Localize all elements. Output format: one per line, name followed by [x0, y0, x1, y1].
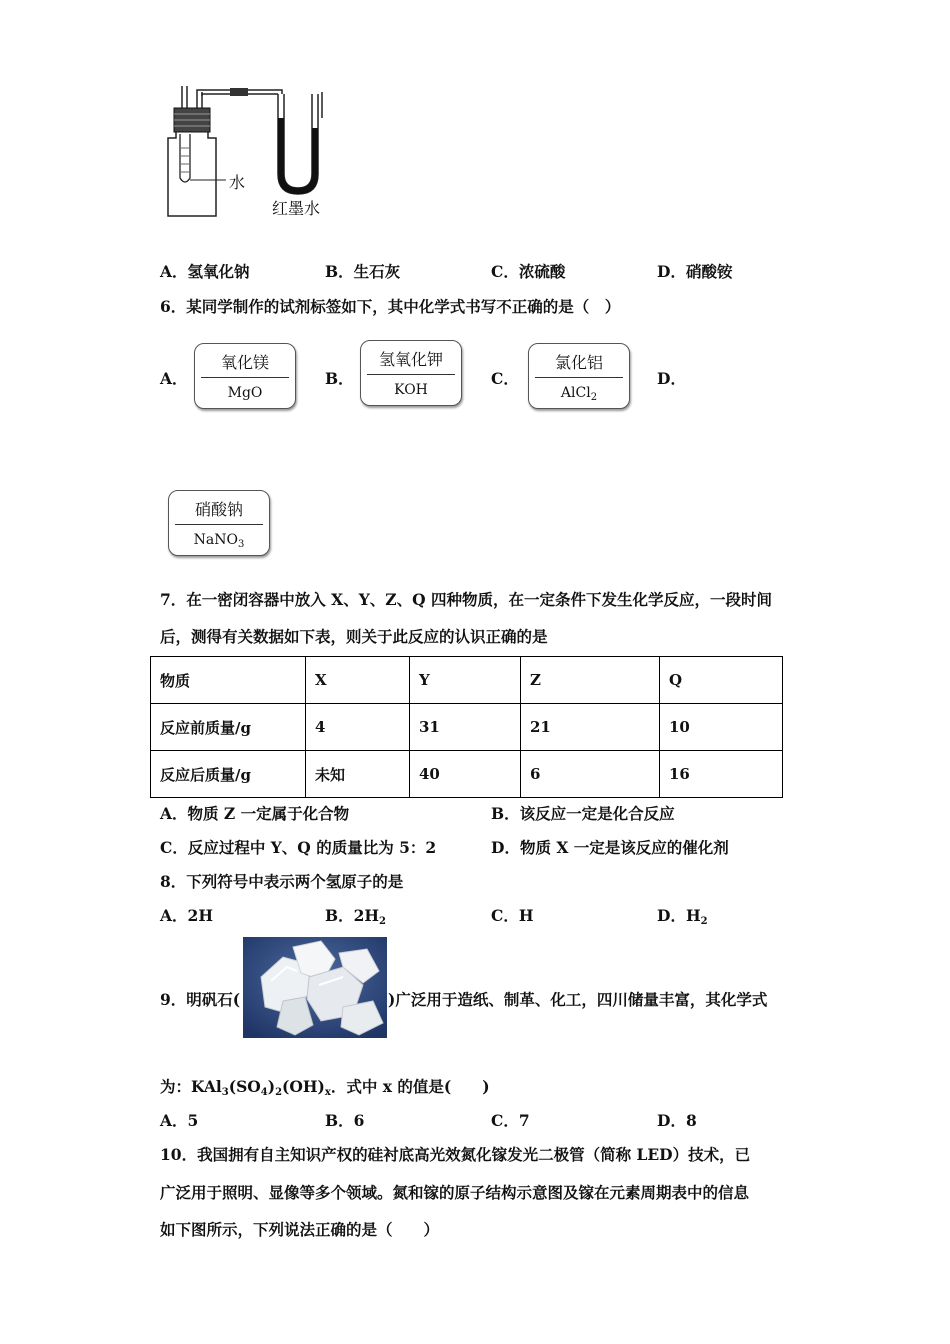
- option-text: 氢氧化钠: [187, 262, 250, 281]
- label-name: 硝酸钠: [194, 500, 243, 519]
- label-formula: KOH: [394, 382, 428, 398]
- label-divider: [535, 377, 623, 378]
- q6-label-card-c: [528, 343, 630, 409]
- q5-option-d[interactable]: [657, 260, 732, 282]
- label-formula: NaNO$_3$: [193, 532, 245, 550]
- q6-label-card-a: [194, 343, 296, 409]
- option-text: 生石灰: [353, 262, 401, 281]
- alum-crystals-image: [243, 937, 387, 1038]
- q7-option-b[interactable]: [491, 802, 675, 824]
- q7-stem-line1: 7．在一密闭容器中放入 X、Y、Z、Q 四种物质，在一定条件下发生化学反应，一段时间: [160, 590, 772, 609]
- q6-label-card-d: [168, 490, 270, 556]
- table-header-cell: Q: [660, 657, 783, 704]
- table-cell: 6: [521, 751, 660, 798]
- q6-option-d-letter[interactable]: D．: [657, 369, 686, 388]
- table-row: [151, 751, 783, 798]
- q5-option-b[interactable]: [325, 260, 400, 282]
- q7-option-a[interactable]: [160, 802, 349, 824]
- option-letter: D．: [491, 838, 520, 857]
- table-cell: 21: [521, 704, 660, 751]
- q8-option-a[interactable]: [160, 904, 213, 927]
- q8-option-b[interactable]: B．$2H_2$: [325, 906, 387, 927]
- option-letter: B．: [325, 906, 354, 925]
- q6-option-b-letter[interactable]: B．: [325, 369, 354, 388]
- table-header-cell: X: [306, 657, 410, 704]
- q8-stem: 8．下列符号中表示两个氢原子的是: [160, 872, 404, 891]
- option-text: 硝酸铵: [685, 262, 733, 281]
- q7-option-c[interactable]: [160, 836, 436, 858]
- q9-option-c[interactable]: [491, 1109, 530, 1131]
- table-cell: 反应后质量/g: [151, 751, 306, 798]
- q9-option-b[interactable]: [325, 1109, 364, 1131]
- option-letter: A．: [160, 262, 188, 281]
- option-letter: A．: [160, 906, 188, 925]
- label-divider: [201, 377, 289, 378]
- table-header-cell: Z: [521, 657, 660, 704]
- q5-option-c[interactable]: [491, 260, 565, 282]
- option-letter: D．: [657, 262, 686, 281]
- q10-stem-line3: 如下图所示，下列说法正确的是（ ）: [160, 1220, 440, 1239]
- table-cell: 反应前质量/g: [151, 704, 306, 751]
- label-formula: AlCl$_2$: [560, 385, 598, 403]
- label-divider: [367, 374, 455, 375]
- option-text: 物质 Z 一定属于化合物: [187, 804, 350, 823]
- apparatus-diagram: [150, 78, 350, 228]
- option-text: 2H: [353, 906, 380, 925]
- table-cell: 40: [410, 751, 521, 798]
- table-cell: 16: [660, 751, 783, 798]
- table-header-row: [151, 657, 783, 704]
- q7-option-d[interactable]: [491, 836, 729, 858]
- option-letter: A．: [160, 1111, 188, 1130]
- label-formula: MgO: [227, 385, 263, 401]
- q5-option-a[interactable]: [160, 260, 250, 282]
- option-letter: B．: [325, 1111, 354, 1130]
- option-text: H: [518, 906, 534, 925]
- option-text: 7: [518, 1111, 530, 1130]
- option-letter: C．: [491, 1111, 519, 1130]
- label-name: 氯化铝: [554, 353, 603, 372]
- option-letter: B．: [491, 804, 520, 823]
- q9-option-d[interactable]: [657, 1109, 697, 1131]
- q10-stem-line1: 10．我国拥有自主知识产权的硅衬底高光效氮化镓发光二极管（简称 LED）技术，已: [160, 1145, 751, 1164]
- option-letter: C．: [491, 262, 519, 281]
- q7-data-table: [150, 656, 783, 798]
- q7-stem-line2: 后，测得有关数据如下表，则关于此反应的认识正确的是: [160, 627, 548, 646]
- table-cell: 31: [410, 704, 521, 751]
- option-text: 5: [187, 1111, 199, 1130]
- q6-stem: 6．某同学制作的试剂标签如下，其中化学式书写不正确的是（ ）: [160, 297, 621, 316]
- table-cell: 10: [660, 704, 783, 751]
- q9-stem-end: )广泛用于造纸、制革、化工，四川储量丰富，其化学式: [388, 990, 768, 1009]
- option-letter: D．: [657, 906, 686, 925]
- q9-stem-start: 9．明矾石(: [160, 990, 241, 1009]
- q9-formula-line: 为：$KAl_3(SO_4)_2(OH)_x$．式中 x 的值是( ): [160, 1077, 490, 1098]
- table-header-cell: 物质: [151, 657, 306, 704]
- q8-option-d[interactable]: D．$H_2$: [657, 906, 708, 927]
- red-ink-label: 红墨水: [272, 199, 321, 218]
- option-text: 该反应一定是化合反应: [519, 804, 675, 823]
- option-text: 反应过程中 Y、Q 的质量比为 5：2: [187, 838, 437, 857]
- option-text: 物质 X 一定是该反应的催化剂: [519, 838, 729, 857]
- option-letter: A．: [160, 804, 188, 823]
- q6-label-card-b: [360, 340, 462, 406]
- q8-option-c[interactable]: [491, 904, 534, 927]
- alum-stone-photo: [243, 937, 387, 1038]
- option-text: 2H: [187, 906, 213, 925]
- q6-option-c-letter[interactable]: C．: [491, 369, 519, 388]
- q6-option-a-letter[interactable]: A．: [160, 369, 188, 388]
- option-letter: B．: [325, 262, 354, 281]
- table-row: [151, 704, 783, 751]
- table-cell: 4: [306, 704, 410, 751]
- water-label: 水: [229, 173, 246, 192]
- option-text: 浓硫酸: [518, 262, 566, 281]
- label-name: 氢氧化钾: [378, 350, 443, 369]
- option-text: 8: [685, 1111, 697, 1130]
- q9-option-a[interactable]: [160, 1109, 198, 1131]
- option-text: 6: [353, 1111, 365, 1130]
- option-letter: C．: [491, 906, 519, 925]
- table-header-cell: Y: [410, 657, 521, 704]
- label-name: 氧化镁: [220, 353, 269, 372]
- option-letter: C．: [160, 838, 188, 857]
- q10-stem-line2: 广泛用于照明、显像等多个领域。氮和镓的原子结构示意图及镓在元素周期表中的信息: [160, 1183, 750, 1202]
- option-letter: D．: [657, 1111, 686, 1130]
- table-cell: 未知: [306, 751, 410, 798]
- label-divider: [175, 524, 263, 525]
- option-text: H: [685, 906, 701, 925]
